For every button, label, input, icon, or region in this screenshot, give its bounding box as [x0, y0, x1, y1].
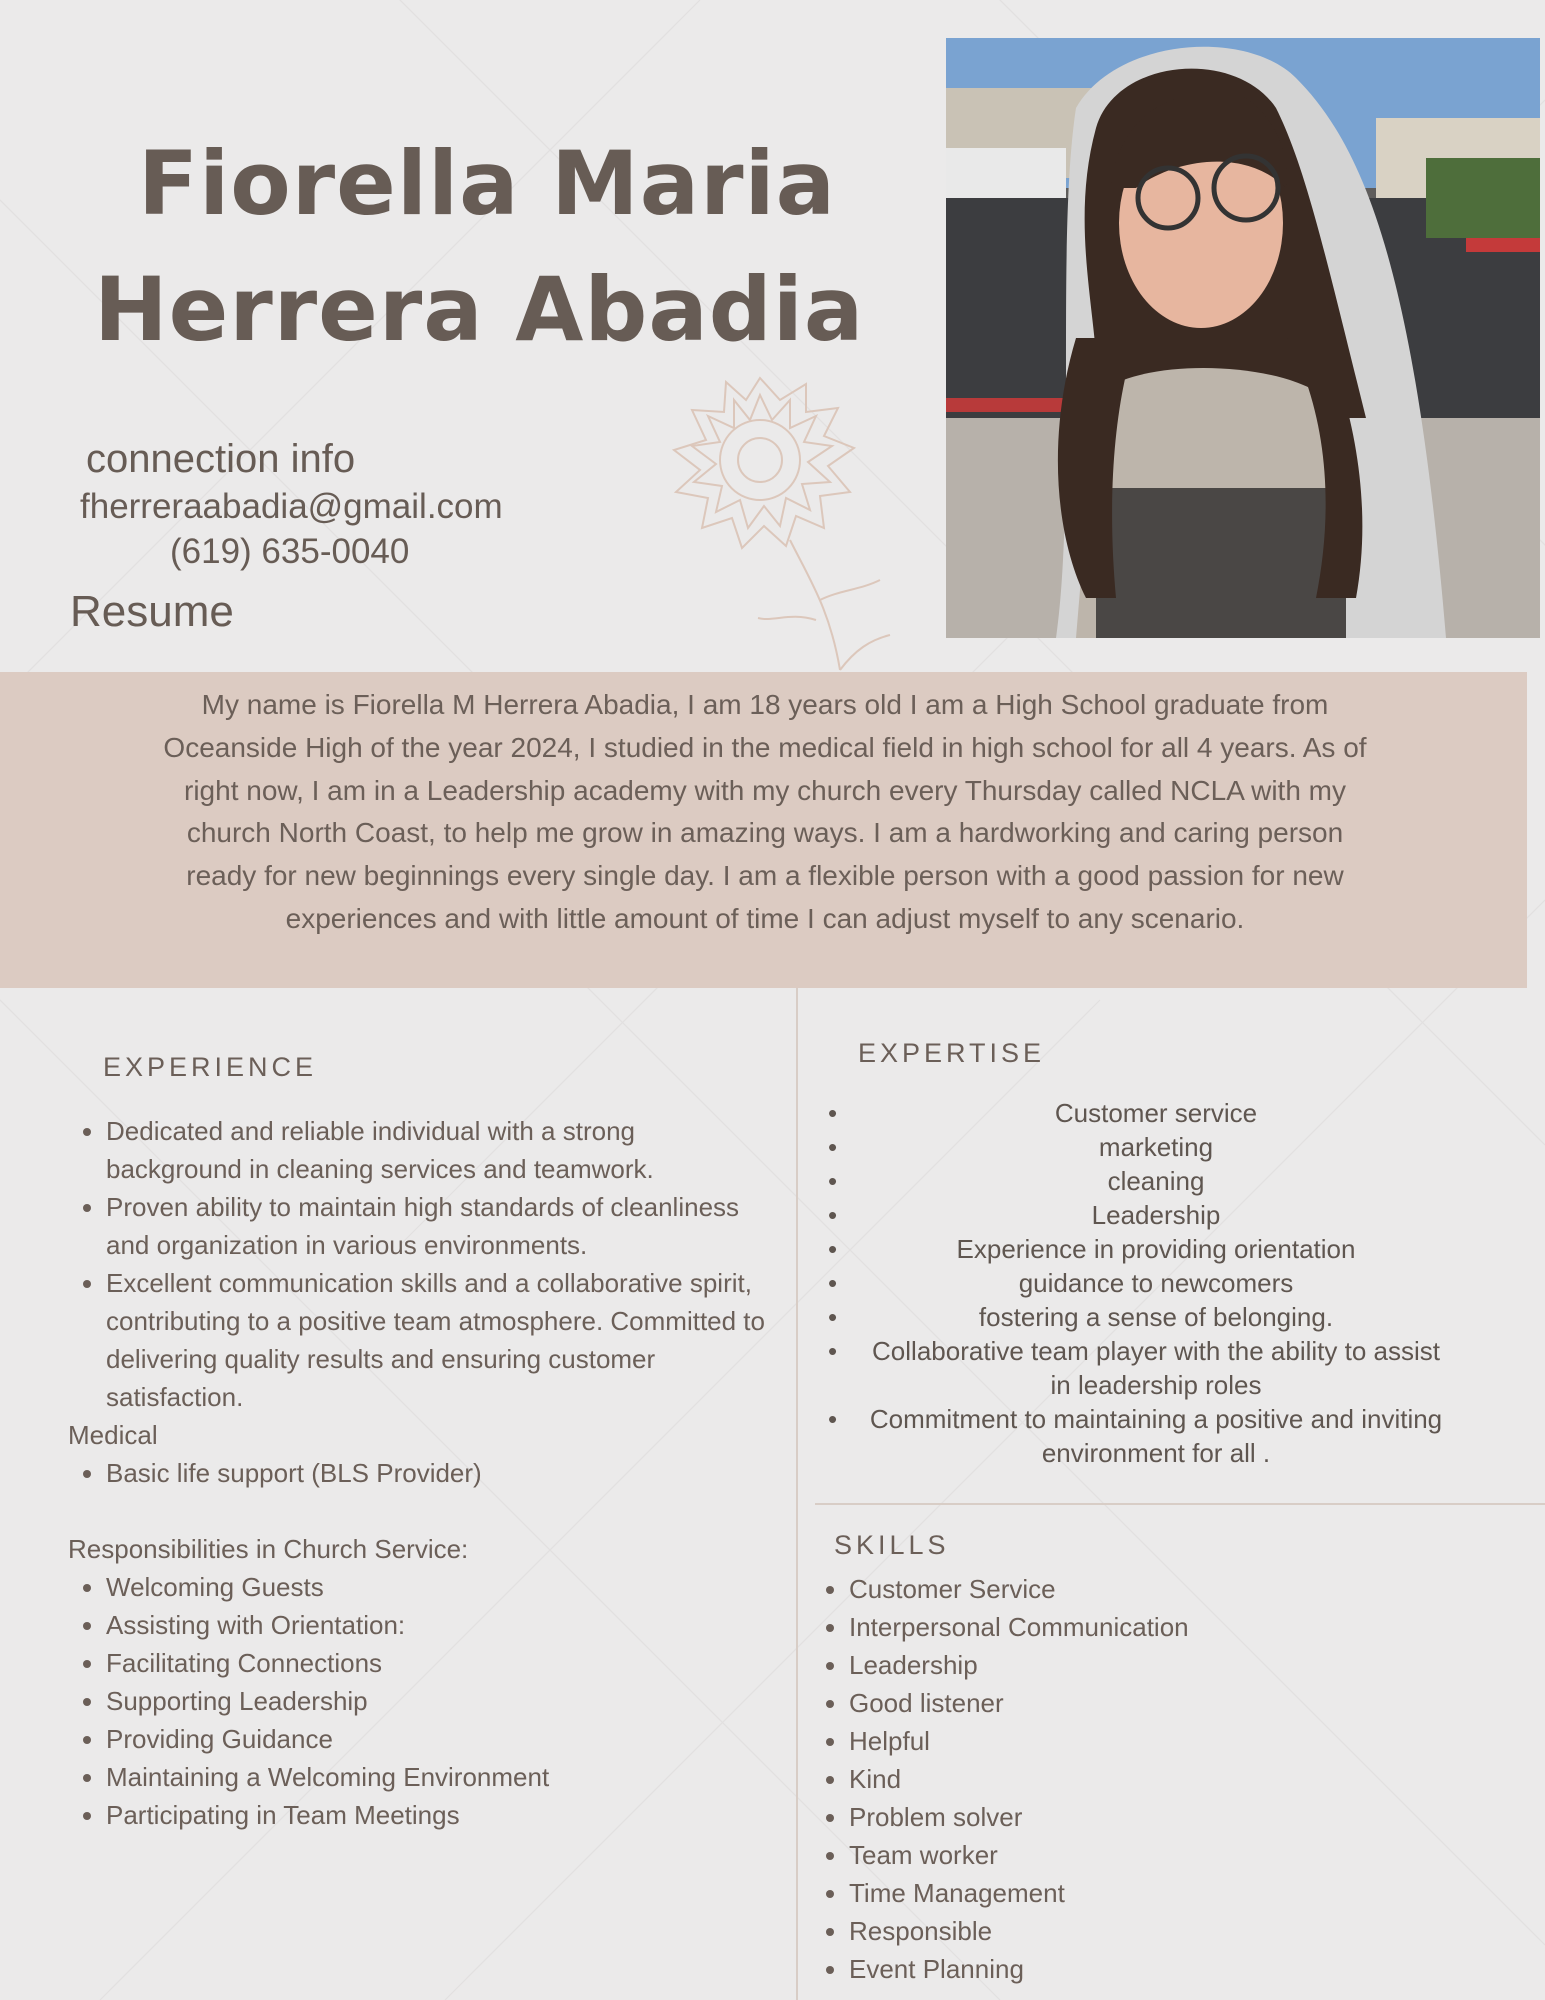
expertise-item: • marketing: [828, 1132, 1214, 1162]
church-item: • Supporting Leadership: [106, 1682, 768, 1720]
experience-item: • Excellent communication skills and a collaborative spirit, contributing to a positive team atmosphere. Committed to delivering quality results and ensuring customer satisfaction.: [106, 1264, 768, 1416]
medical-heading: Medical: [68, 1420, 158, 1450]
resume-label: Resume: [70, 587, 234, 636]
church-heading: Responsibilities in Church Service:: [68, 1534, 469, 1564]
contact-phone: (619) 635-0040: [170, 532, 410, 571]
skill-item: • Customer Service: [849, 1570, 1545, 1608]
profile-photo: [946, 38, 1540, 638]
expertise-item: • Leadership: [828, 1200, 1221, 1230]
church-list: [68, 1568, 768, 1834]
skill-item: • Event Planning: [849, 1950, 1545, 1988]
contact-email: fherreraabadia@gmail.com: [80, 487, 503, 526]
name-first-line: Fiorella Maria: [138, 132, 837, 235]
skill-item: • Team worker: [849, 1836, 1545, 1874]
expertise-item: • Experience in providing orientation: [828, 1234, 1356, 1264]
expertise-item: • guidance to newcomers: [828, 1268, 1294, 1298]
skill-item: • Good listener: [849, 1684, 1545, 1722]
skill-item: • Helpful: [849, 1722, 1545, 1760]
experience-list: [68, 1112, 768, 1416]
church-item: • Maintaining a Welcoming Environment: [106, 1758, 768, 1796]
medical-item: • Basic life support (BLS Provider): [106, 1454, 768, 1492]
church-item: • Participating in Team Meetings: [106, 1796, 768, 1834]
expertise-list: [828, 1096, 1448, 1470]
expertise-item: • Customer service: [828, 1098, 1258, 1128]
skills-title: SKILLS: [834, 1530, 950, 1560]
flower-illustration: [640, 350, 970, 680]
church-item: • Welcoming Guests: [106, 1568, 768, 1606]
experience-title: EXPERIENCE: [103, 1052, 318, 1082]
church-item: • Assisting with Orientation:: [106, 1606, 768, 1644]
experience-column: [68, 1112, 768, 1834]
expertise-item: • Commitment to maintaining a positive and inviting environment for all .: [828, 1404, 1443, 1468]
medical-list: [68, 1454, 768, 1492]
expertise-item: • cleaning: [828, 1166, 1205, 1196]
church-item: • Facilitating Connections: [106, 1644, 768, 1682]
church-item: • Providing Guidance: [106, 1720, 768, 1758]
expertise-item: • fostering a sense of belonging.: [828, 1302, 1334, 1332]
contact-heading: connection info: [86, 437, 356, 481]
skill-item: • Interpersonal Communication: [849, 1608, 1545, 1646]
expertise-title: EXPERTISE: [858, 1038, 1046, 1068]
expertise-item: • Collaborative team player with the ability to assist in leadership roles: [828, 1336, 1440, 1400]
skill-item: • Responsible: [849, 1912, 1545, 1950]
experience-item: • Proven ability to maintain high standards of cleanliness and organization in various environments.: [106, 1188, 768, 1264]
expertise-skills-divider: [815, 1503, 1545, 1505]
column-divider: [796, 988, 798, 2000]
skills-list: [815, 1570, 1545, 1988]
summary-text: My name is Fiorella M Herrera Abadia, I am 18 years old I am a High School graduate from Oceanside High of the year 2024, I studied in the medical field in high school for all 4 years. As of right now, I am in a Leadership academy with my church every Thursday called NCLA with my church North Coast, to help me grow in amazing ways. I am a hardworking and caring person ready for new beginnings every single day. I am a flexible person with a good passion for new experiences and with little amount of time I can adjust myself to any scenario.: [163, 689, 1367, 934]
experience-item: • Dedicated and reliable individual with a strong background in cleaning services and teamwork.: [106, 1112, 768, 1188]
skill-item: • Time Management: [849, 1874, 1545, 1912]
skill-item: • Kind: [849, 1760, 1545, 1798]
skill-item: • Problem solver: [849, 1798, 1545, 1836]
name-last-line: Herrera Abadia: [94, 258, 865, 361]
summary-band: [0, 672, 1527, 988]
skill-item: • Leadership: [849, 1646, 1545, 1684]
